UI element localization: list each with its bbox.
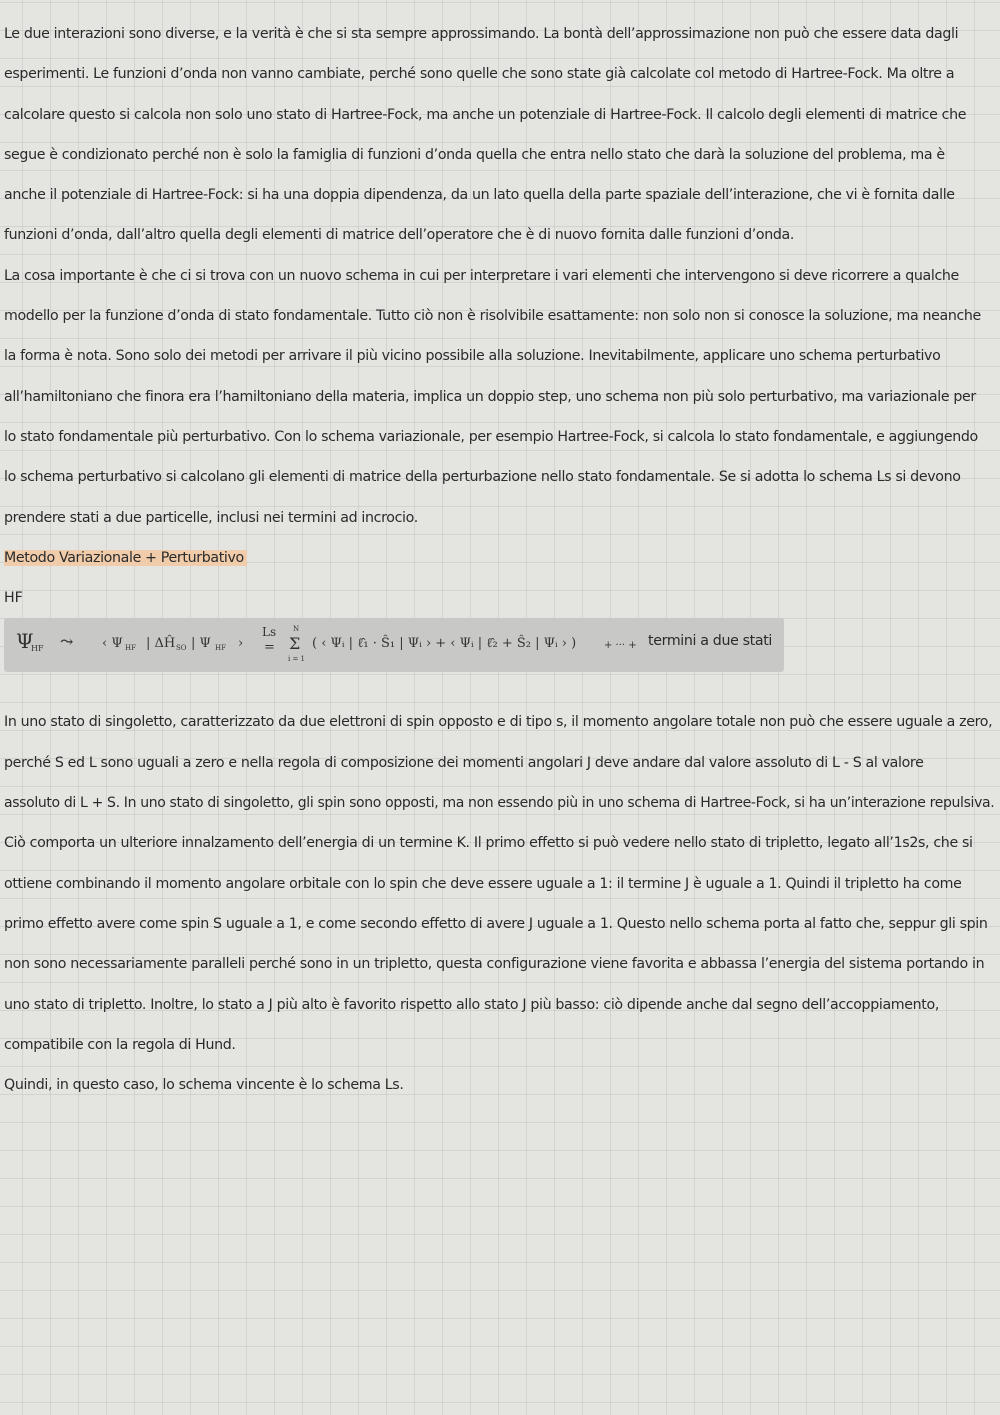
- highlighted-heading: [4, 538, 996, 578]
- text-line: anche il potenziale di Hartree-Fock: si ha una doppia dipendenza, da un lato quella della parte spaziale dell’interazione, che vi è fornita dalle: [4, 187, 955, 204]
- formula-psi-sub: HF: [31, 644, 44, 654]
- text-line: segue è condizionato perché non è solo la famiglia di funzioni d’onda quella che entra nello stato che darà la soluzione del problema, ma è: [4, 146, 945, 163]
- text-line: all’hamiltoniano che finora era l’hamiltoniano della materia, implica un doppio step, uno schema non più solo perturbativo, ma variazionale per: [4, 388, 976, 405]
- text-line: funzioni d’onda, dall’altro quella degli elementi di matrice dell’operatore che è di nuovo fornita dalle funzioni d’onda.: [4, 227, 795, 244]
- formula-equals: =: [264, 640, 275, 656]
- formula-operator-sub: SO: [176, 644, 187, 653]
- formula-ls-label: Ls: [262, 625, 277, 640]
- formula-term: ( ‹ Ψᵢ | ℓ̂₁ · Ŝ₁ | Ψᵢ › + ‹ Ψᵢ | ℓ̂₂ + Ŝ₂ | Ψᵢ › ): [312, 636, 577, 652]
- formula-close: ›: [238, 636, 244, 652]
- hf-label: HF: [4, 590, 23, 607]
- formula-ket-sub: HF: [215, 644, 226, 653]
- text-line: Ciò comporta un ulteriore innalzamento dell’energia di un termine K. Il primo effetto si può vedere nello stato di tripletto, legato all’1s2s, che si: [4, 835, 973, 852]
- formula-tail: termini a due stati: [648, 633, 773, 650]
- formula-arrow: ⤳: [60, 632, 74, 652]
- formula-bra-sub: HF: [125, 644, 136, 653]
- text-line: Le due interazioni sono diverse, e la verità è che si sta sempre approssimando. La bontà dell’approssimazione non può che essere data dagli: [4, 26, 959, 42]
- formula-sum-bottom: i = 1: [288, 655, 306, 664]
- highlight-text: Metodo Variazionale + Perturbativo: [4, 550, 247, 566]
- paragraph-schema: [4, 256, 996, 538]
- text-line: la forma è nota. Sono solo dei metodi per arrivare il più vicino possibile alla soluzione. Inevitabilmente, applicare uno schema perturbativo: [4, 348, 941, 365]
- text-line: lo schema perturbativo si calcolano gli elementi di matrice della perturbazione nello stato fondamentale. Se si adotta lo schema Ls si devono: [4, 469, 961, 486]
- text-line: Quindi, in questo caso, lo schema vincente è lo schema Ls.: [4, 1077, 404, 1094]
- formula-ket: | Ψ: [191, 636, 211, 652]
- text-line: modello per la funzione d’onda di stato fondamentale. Tutto ciò non è risolvibile esattamente: non solo non si conosce la soluzione, ma neanche: [4, 308, 981, 325]
- text-line: compatibile con la regola di Hund.: [4, 1036, 236, 1053]
- text-line: calcolare questo si calcola non solo uno stato di Hartree-Fock, ma anche un potenziale di Hartree-Fock. Il calcolo degli elementi di matrice che: [4, 106, 967, 123]
- formula-sum-top: N: [293, 625, 300, 634]
- text-line: La cosa importante è che ci si trova con un nuovo schema in cui per interpretare i vari elementi che intervengono si deve ricorrere a qualche: [4, 267, 959, 284]
- text-line: prendere stati a due particelle, inclusi nei termini ad incrocio.: [4, 509, 418, 526]
- formula-block: [4, 618, 784, 672]
- text-line: ottiene combinando il momento angolare orbitale con lo spin che deve essere uguale a 1: il termine J è uguale a 1. Quindi il tripletto ha come: [4, 875, 962, 892]
- paragraph-conclusione: [4, 1065, 996, 1105]
- note-page: [4, 14, 996, 1105]
- text-line: primo effetto avere come spin S uguale a 1, e come secondo effetto di avere J uguale a 1. Questo nello schema porta al fatto che, seppur gli spin: [4, 915, 988, 932]
- text-line: esperimenti. Le funzioni d’onda non vanno cambiate, perché sono quelle che sono state già calcolate col metodo di Hartree-Fock. Ma oltre a: [4, 66, 955, 83]
- formula-sum: Σ: [289, 634, 301, 654]
- paragraph-hartree-fock: [4, 14, 996, 256]
- formula-psi: Ψ: [16, 629, 34, 654]
- formula-dots: + ··· +: [604, 640, 637, 652]
- text-line: perché S ed L sono uguali a zero e nella regola di composizione dei momenti angolari J deve andare dal valore assoluto di L - S al valore: [4, 754, 924, 771]
- text-line: non sono necessariamente paralleli perché sono in un tripletto, questa configurazione viene favorita e abbassa l’energia del sistema portando in: [4, 956, 985, 973]
- text-line: In uno stato di singoletto, caratterizzato da due elettroni di spin opposto e di tipo s, il momento angolare totale non può che essere uguale a zero,: [4, 714, 993, 731]
- spacer: [4, 672, 996, 702]
- text-line: assoluto di L + S. In uno stato di singoletto, gli spin sono opposti, ma non essendo più in uno schema di Hartree-Fock, si ha un’interazione repulsiva.: [4, 795, 995, 812]
- text-line: lo stato fondamentale più perturbativo. Con lo schema variazionale, per esempio Hartree-Fock, si calcola lo stato fondamentale, e aggiungendo: [4, 428, 978, 445]
- formula-bra: ‹ Ψ: [102, 636, 123, 652]
- text-line: uno stato di tripletto. Inoltre, lo stato a J più alto è favorito rispetto allo stato J più basso: ciò dipende anche dal segno dell’accoppiamento,: [4, 996, 940, 1013]
- paragraph-singoletto: [4, 702, 996, 1065]
- formula-operator: | ΔĤ: [146, 636, 176, 652]
